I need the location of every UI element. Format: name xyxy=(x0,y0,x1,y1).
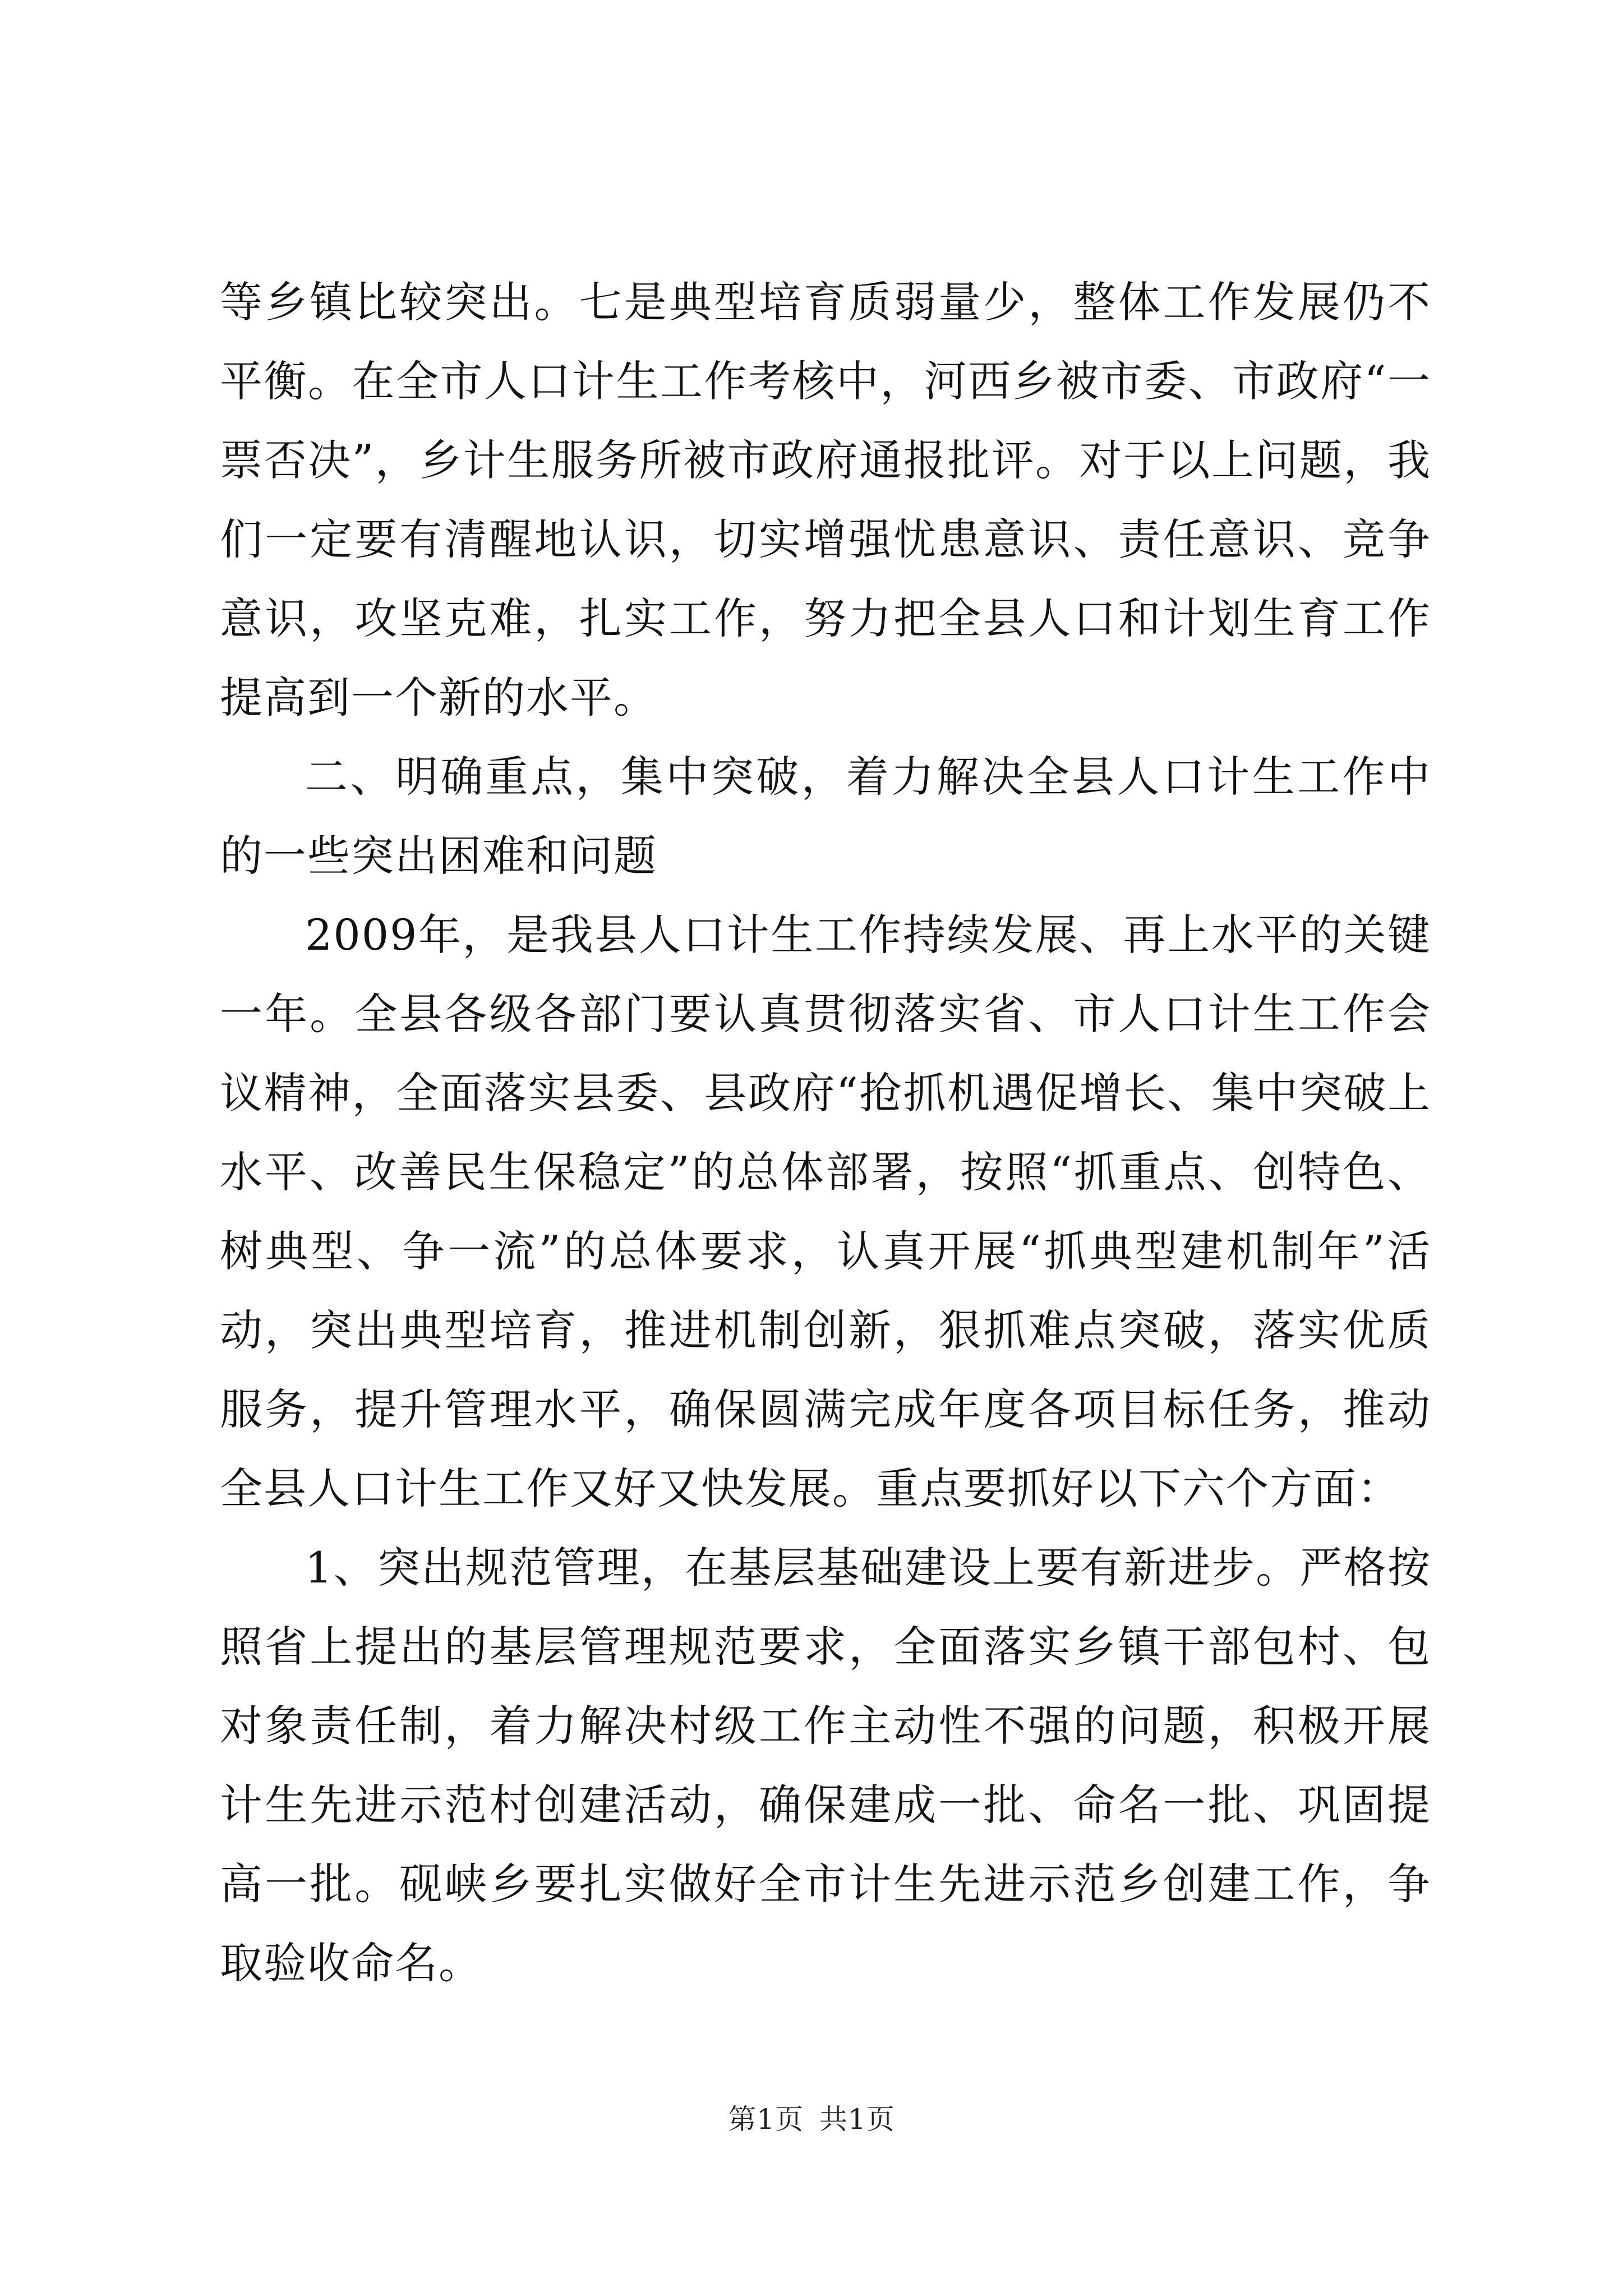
page-number-current: 第1页 xyxy=(728,2103,804,2136)
paragraph-1: 等乡镇比较突出。七是典型培育质弱量少，整体工作发展仍不平衡。在全市人口计生工作考核中，河西乡被市委、市政府“一票否决”，乡计生服务所被市政府通报批评。对于以上问题，我们一定要有清醒地认识，切实增强忧患意识、责任意识、竞争意识，攻坚克难，扎实工作，努力把全县人口和计划生育工作提高到一个新的水平。 xyxy=(220,277,1431,723)
paragraph-2-section-heading: 二、明确重点，集中突破，着力解决全县人口计生工作中的一些突出困难和问题 xyxy=(220,752,1431,881)
document-body xyxy=(220,263,1431,2003)
paragraph-4: 1、突出规范管理，在基层基础建设上要有新进步。严格按照省上提出的基层管理规范要求，全面落实乡镇干部包村、包对象责任制，着力解决村级工作主动性不强的问题，积极开展计生先进示范村创建活动，确保建成一批、命名一批、巩固提高一批。砚峡乡要扎实做好全市计生先进示范乡创建工作，争取验收命名。 xyxy=(220,1543,1431,1988)
page-number-total: 共1页 xyxy=(819,2103,895,2136)
page-footer xyxy=(0,2097,1623,2137)
paragraph-3: 2009年，是我县人口计生工作持续发展、再上水平的关键一年。全县各级各部门要认真贯彻落实省、市人口计生工作会议精神，全面落实县委、县政府“抢抓机遇促增长、集中突破上水平、改善民生保稳定”的总体部署，按照“抓重点、创特色、树典型、争一流”的总体要求，认真开展“抓典型建机制年”活动，突出典型培育，推进机制创新，狠抓难点突破，落实优质服务，提升管理水平，确保圆满完成年度各项目标任务，推动全县人口计生工作又好又快发展。重点要抓好以下六个方面： xyxy=(220,910,1431,1513)
